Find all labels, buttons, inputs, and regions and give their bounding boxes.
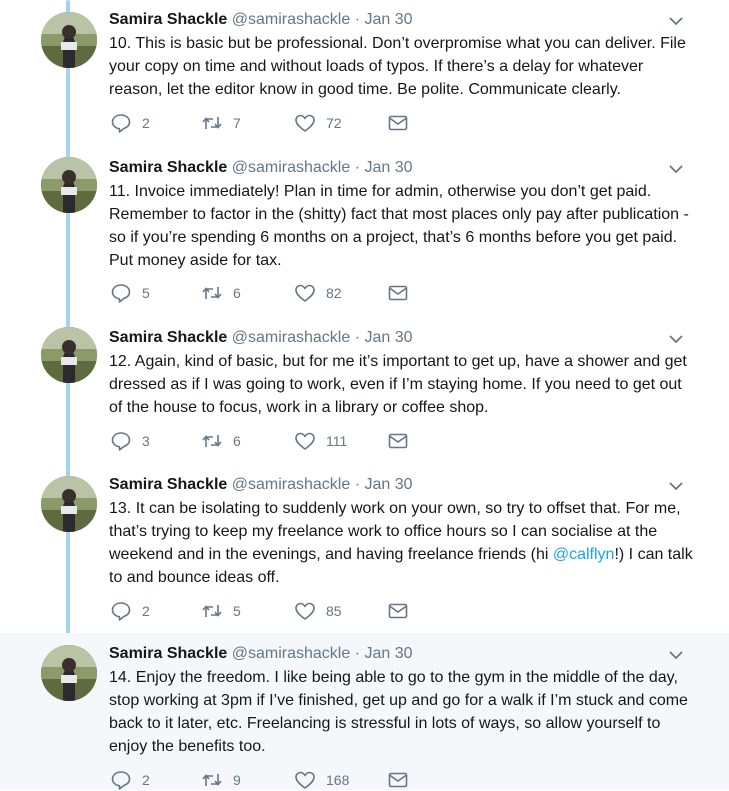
retweet-icon <box>201 112 223 134</box>
reply-count: 3 <box>142 433 150 449</box>
like-button[interactable] <box>294 600 342 622</box>
reply-icon <box>110 282 132 304</box>
separator-dot: · <box>354 11 361 28</box>
retweet-button[interactable] <box>201 282 241 304</box>
reply-count: 2 <box>142 603 150 619</box>
tweet-text <box>109 666 699 758</box>
retweet-count: 6 <box>233 285 241 301</box>
avatar[interactable] <box>41 157 97 213</box>
tweet-header <box>109 158 413 178</box>
author-name[interactable]: Samira Shackle <box>109 11 228 28</box>
like-button[interactable] <box>294 430 347 452</box>
retweet-button[interactable] <box>201 430 241 452</box>
chevron-down-icon[interactable] <box>667 646 685 664</box>
author-handle[interactable]: @samirashackle <box>231 159 351 176</box>
tweet-text <box>109 180 699 272</box>
retweet-icon <box>201 430 223 452</box>
reply-button[interactable] <box>110 112 150 134</box>
reply-icon <box>110 769 132 791</box>
heart-icon <box>294 430 316 452</box>
tweet[interactable] <box>0 467 729 633</box>
like-count: 168 <box>326 772 350 788</box>
reply-button[interactable] <box>110 430 150 452</box>
reply-button[interactable] <box>110 282 150 304</box>
envelope-icon <box>387 600 409 622</box>
separator-dot: · <box>354 159 361 176</box>
envelope-icon <box>387 430 409 452</box>
heart-icon <box>294 769 316 791</box>
envelope-icon <box>387 282 409 304</box>
reply-icon <box>110 430 132 452</box>
tweet[interactable] <box>0 633 729 790</box>
tweet-timestamp[interactable]: Jan 30 <box>364 11 413 28</box>
tweet-text-part: 12. Again, kind of basic, but for me it’s important to get up, have a shower and get dressed as if I was going to work, even if I’m staying home. If you need to get out of the house to focus, work in a library or coffee shop. <box>109 353 687 416</box>
tweet-text-part: 13. It can be isolating to suddenly work on your own, so try to offset that. For me, that’s trying to keep my freelance work to office hours so I can socialise at the weekend and in the evenings, and having freelance friends (hi <box>109 500 681 563</box>
tweet-header <box>109 644 413 664</box>
like-count: 82 <box>326 285 342 301</box>
retweet-button[interactable] <box>201 112 241 134</box>
retweet-icon <box>201 600 223 622</box>
author-handle[interactable]: @samirashackle <box>231 476 351 493</box>
retweet-icon <box>201 769 223 791</box>
tweet[interactable] <box>0 150 729 320</box>
tweet[interactable] <box>0 320 729 468</box>
retweet-icon <box>201 282 223 304</box>
reply-button[interactable] <box>110 769 150 791</box>
retweet-count: 5 <box>233 603 241 619</box>
tweet-actions <box>110 282 430 304</box>
retweet-button[interactable] <box>201 600 241 622</box>
envelope-icon <box>387 112 409 134</box>
heart-icon <box>294 600 316 622</box>
like-count: 111 <box>326 433 348 449</box>
author-handle[interactable]: @samirashackle <box>231 329 351 346</box>
separator-dot: · <box>354 476 361 493</box>
retweet-button[interactable] <box>201 769 241 791</box>
tweet-text-part: !) I can talk to and bounce ideas off. <box>109 546 693 586</box>
retweet-count: 7 <box>233 115 241 131</box>
author-name[interactable]: Samira Shackle <box>109 476 228 493</box>
author-name[interactable]: Samira Shackle <box>109 329 228 346</box>
author-name[interactable]: Samira Shackle <box>109 645 228 662</box>
tweet-actions <box>110 769 430 791</box>
reply-count: 5 <box>142 285 150 301</box>
reply-button[interactable] <box>110 600 150 622</box>
tweet-text-part: 14. Enjoy the freedom. I like being able to go to the gym in the middle of the day, stop working at 3pm if I’ve finished, get up and go for a walk if I’m stuck and come back to it later, etc. Freelancing is stressful in lots of ways, so allow yourself to enjoy the benefits too. <box>109 669 688 755</box>
like-count: 85 <box>326 603 342 619</box>
retweet-count: 6 <box>233 433 241 449</box>
tweet-text <box>109 350 699 419</box>
mention-link[interactable]: @calflyn <box>552 546 615 563</box>
tweet-text <box>109 32 699 101</box>
tweet-actions <box>110 112 430 134</box>
tweet-text <box>109 497 699 589</box>
tweet-timestamp[interactable]: Jan 30 <box>364 645 413 662</box>
author-name[interactable]: Samira Shackle <box>109 159 228 176</box>
avatar[interactable] <box>41 327 97 383</box>
tweet-text-part: 10. This is basic but be professional. Don’t overpromise what you can deliver. File your copy on time and without loads of typos. If there’s a delay for whatever reason, let the editor know in good time. Be polite. Communicate clearly. <box>109 35 686 98</box>
like-count: 72 <box>326 115 342 131</box>
reply-icon <box>110 600 132 622</box>
reply-count: 2 <box>142 772 150 788</box>
like-button[interactable] <box>294 282 342 304</box>
direct-message-button[interactable] <box>387 600 409 622</box>
avatar[interactable] <box>41 645 97 701</box>
direct-message-button[interactable] <box>387 112 409 134</box>
tweet-actions <box>110 430 430 452</box>
direct-message-button[interactable] <box>387 769 409 791</box>
separator-dot: · <box>354 329 361 346</box>
chevron-down-icon[interactable] <box>667 160 685 178</box>
tweet-timestamp[interactable]: Jan 30 <box>364 476 413 493</box>
chevron-down-icon[interactable] <box>667 12 685 30</box>
chevron-down-icon[interactable] <box>667 477 685 495</box>
tweet[interactable] <box>0 2 729 150</box>
author-handle[interactable]: @samirashackle <box>231 645 351 662</box>
retweet-count: 9 <box>233 772 241 788</box>
like-button[interactable] <box>294 112 342 134</box>
reply-count: 2 <box>142 115 150 131</box>
tweet-header <box>109 10 413 30</box>
chevron-down-icon[interactable] <box>667 330 685 348</box>
like-button[interactable] <box>294 769 349 791</box>
direct-message-button[interactable] <box>387 282 409 304</box>
tweet-actions <box>110 600 430 622</box>
tweet-timestamp[interactable]: Jan 30 <box>364 329 413 346</box>
heart-icon <box>294 282 316 304</box>
tweet-header <box>109 475 413 495</box>
tweet-text-part: 11. Invoice immediately! Plan in time for admin, otherwise you don’t get paid. Remember to factor in the (shitty) fact that most places only pay after publication - so if you’re spending 6 months on a project, that’s 6 months before you get paid. Put money aside for tax. <box>109 183 689 269</box>
tweet-timestamp[interactable]: Jan 30 <box>364 159 413 176</box>
separator-dot: · <box>354 645 361 662</box>
avatar[interactable] <box>41 476 97 532</box>
direct-message-button[interactable] <box>387 430 409 452</box>
reply-icon <box>110 112 132 134</box>
envelope-icon <box>387 769 409 791</box>
avatar[interactable] <box>41 12 97 68</box>
author-handle[interactable]: @samirashackle <box>231 11 351 28</box>
tweet-header <box>109 328 413 348</box>
heart-icon <box>294 112 316 134</box>
